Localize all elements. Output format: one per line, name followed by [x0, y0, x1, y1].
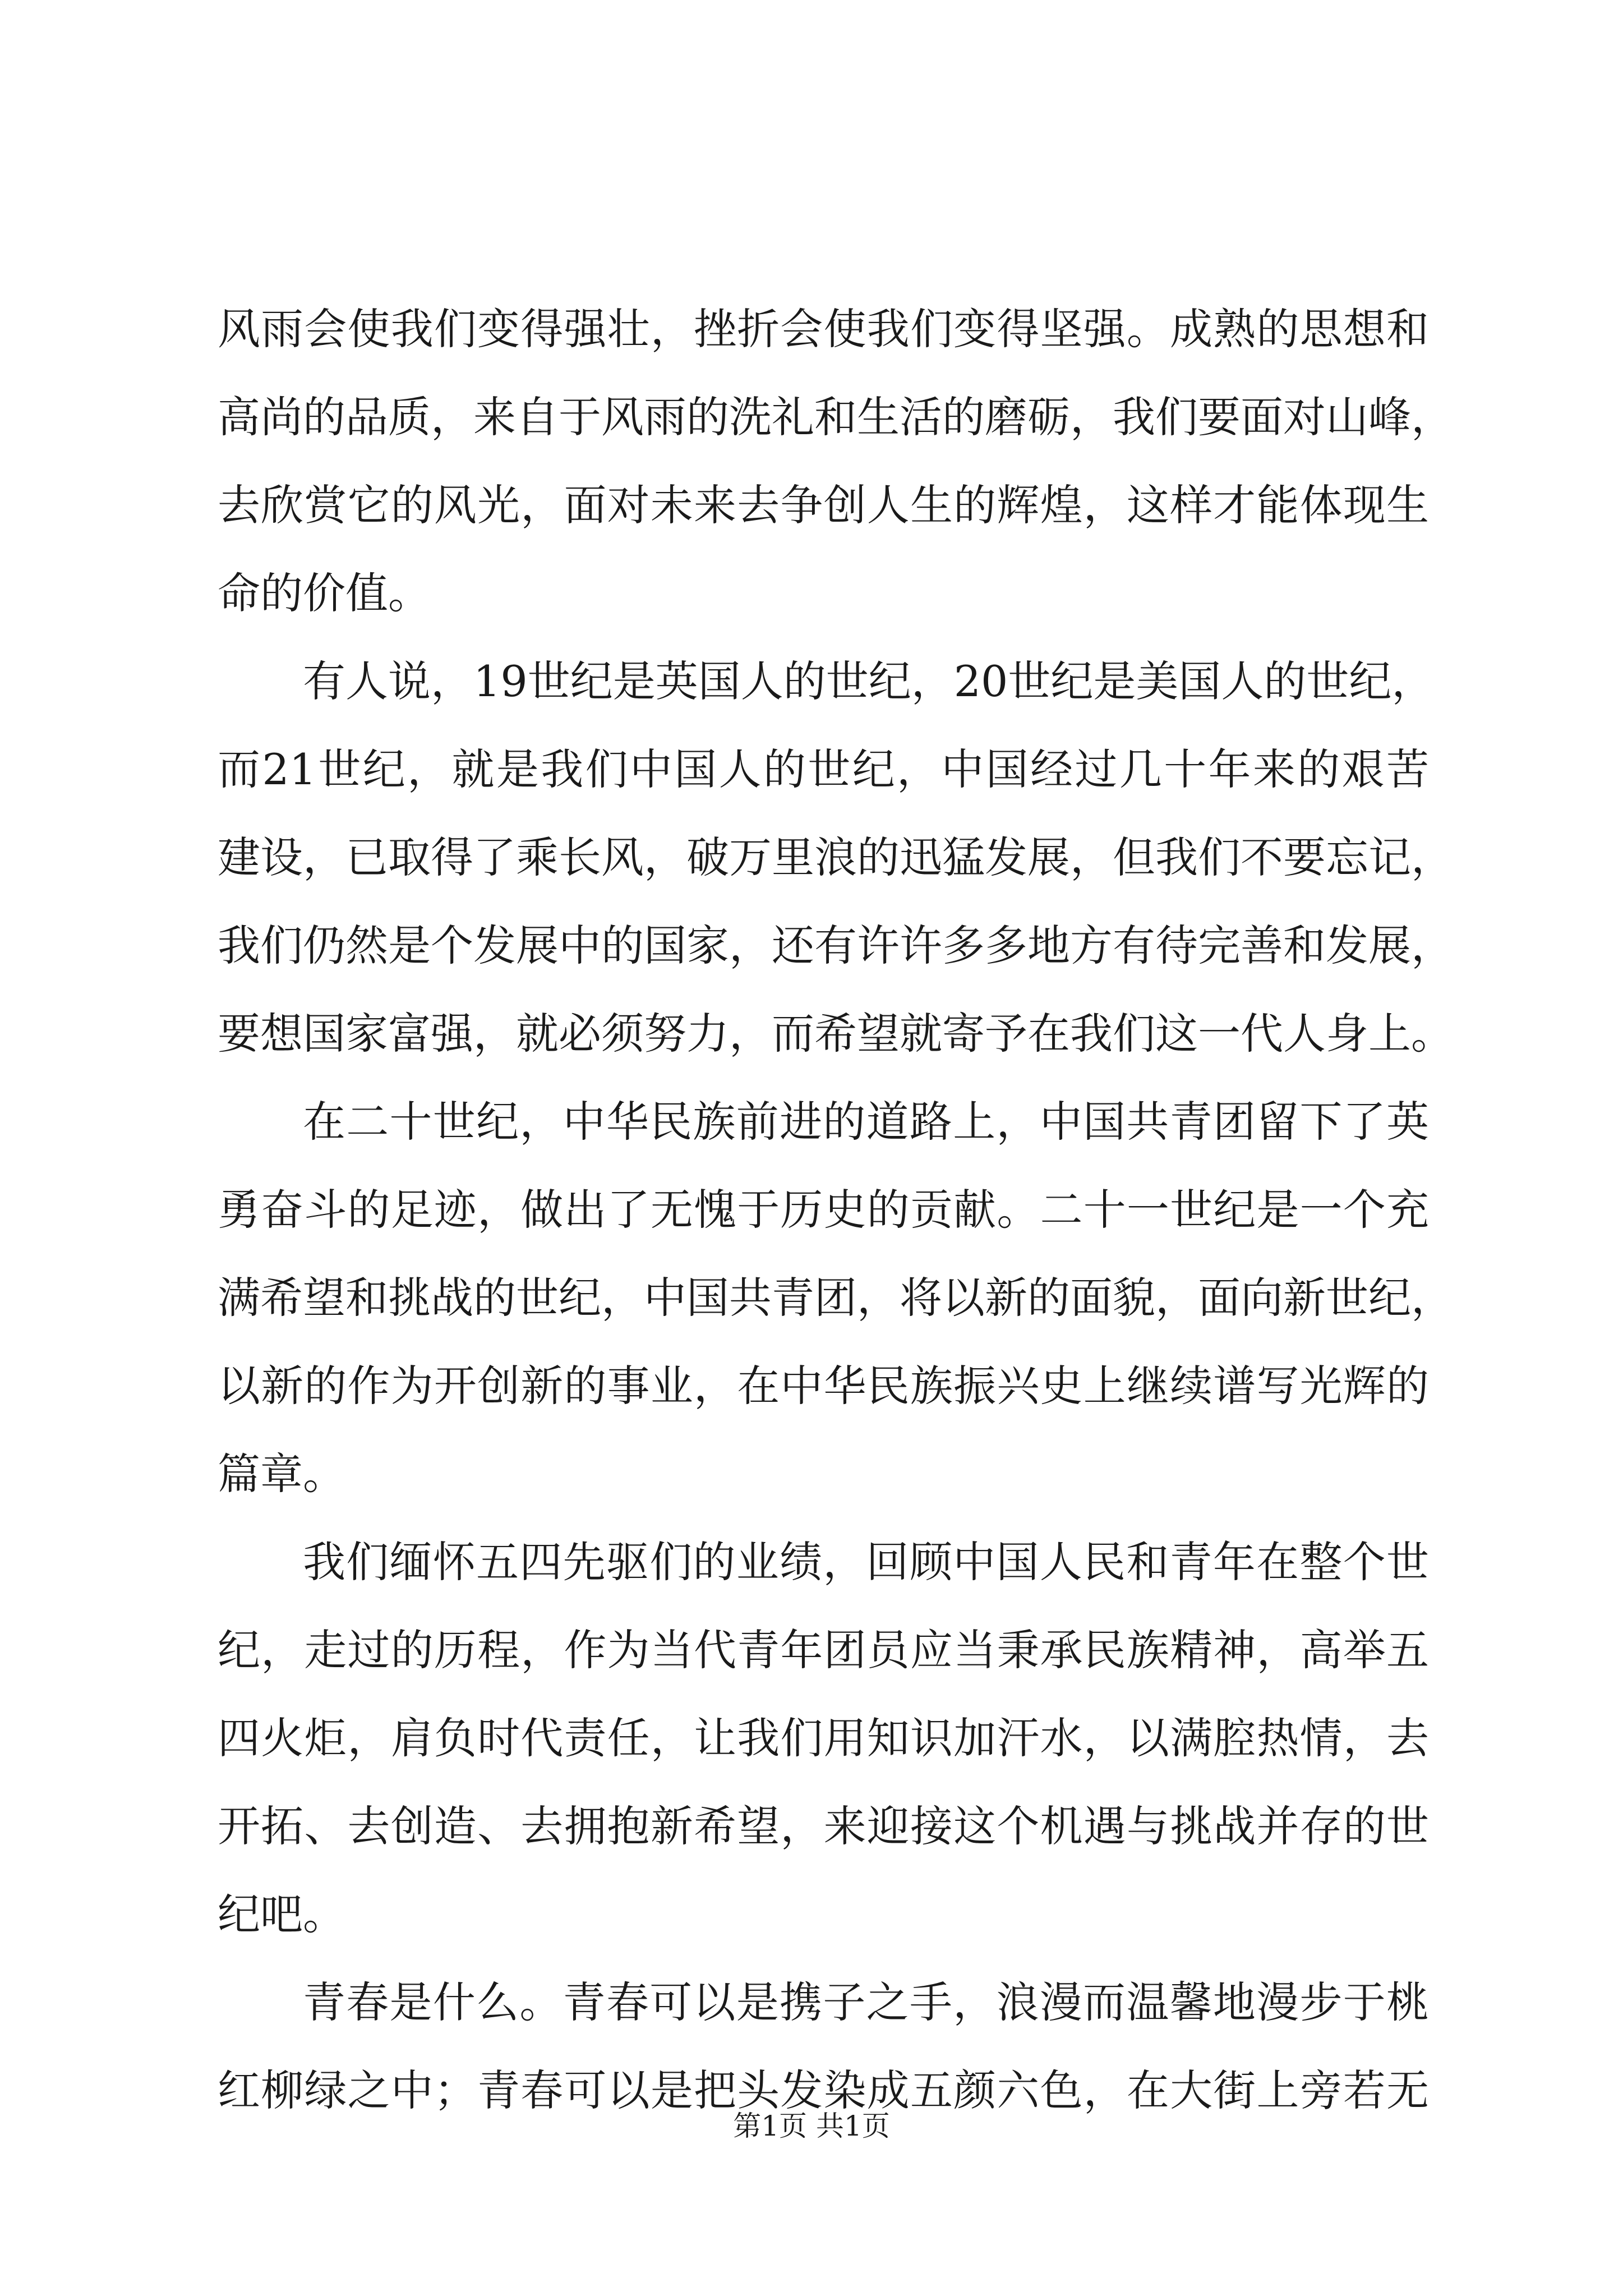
text-line: 四火炬，肩负时代责任，让我们用知识加汗水，以满腔热情，去 — [218, 1713, 1429, 1763]
text-line: 高尚的品质，来自于风雨的洗礼和生活的磨砺，我们要面对山峰， — [218, 392, 1454, 442]
text-line: 开拓、去创造、去拥抱新希望，来迎接这个机遇与挑战并存的世 — [218, 1801, 1429, 1851]
text-line: 红柳绿之中；青春可以是把头发染成五颜六色，在大街上旁若无 — [218, 2065, 1429, 2115]
text-line: 以新的作为开创新的事业，在中华民族振兴史上继续谱写光辉的 — [218, 1361, 1429, 1411]
text-line: 去欣赏它的风光，面对未来去争创人生的辉煌，这样才能体现生 — [218, 480, 1429, 530]
page-footer: 第1页 共1页 — [733, 2110, 890, 2142]
text-line: 我们仍然是个发展中的国家，还有许许多多地方有待完善和发展， — [218, 921, 1454, 970]
body-text — [218, 285, 1454, 2134]
text-line: 有人说，19世纪是英国人的世纪，20世纪是美国人的世纪， — [303, 656, 1435, 706]
text-line: 而21世纪，就是我们中国人的世纪，中国经过几十年来的艰苦 — [218, 744, 1429, 794]
text-line: 勇奋斗的足迹，做出了无愧于历史的贡献。二十一世纪是一个充 — [218, 1185, 1429, 1235]
text-line: 建设，已取得了乘长风，破万里浪的迅猛发展，但我们不要忘记， — [218, 832, 1454, 882]
text-line: 纪吧。 — [218, 1889, 345, 1939]
text-line: 篇章。 — [218, 1449, 345, 1499]
text-line: 我们缅怀五四先驱们的业绩，回顾中国人民和青年在整个世 — [303, 1537, 1429, 1587]
text-line: 纪，走过的历程，作为当代青年团员应当秉承民族精神，高举五 — [218, 1625, 1429, 1675]
text-line: 命的价值。 — [218, 568, 431, 618]
text-line: 要想国家富强，就必须努力，而希望就寄予在我们这一代人身上。 — [218, 1009, 1454, 1059]
text-line: 风雨会使我们变得强壮，挫折会使我们变得坚强。成熟的思想和 — [218, 304, 1429, 354]
text-line: 在二十世纪，中华民族前进的道路上，中国共青团留下了英 — [303, 1097, 1429, 1147]
text-line: 满希望和挑战的世纪，中国共青团，将以新的面貌，面向新世纪， — [218, 1273, 1454, 1323]
text-line: 青春是什么。青春可以是携子之手，浪漫而温馨地漫步于桃 — [303, 1977, 1429, 2027]
